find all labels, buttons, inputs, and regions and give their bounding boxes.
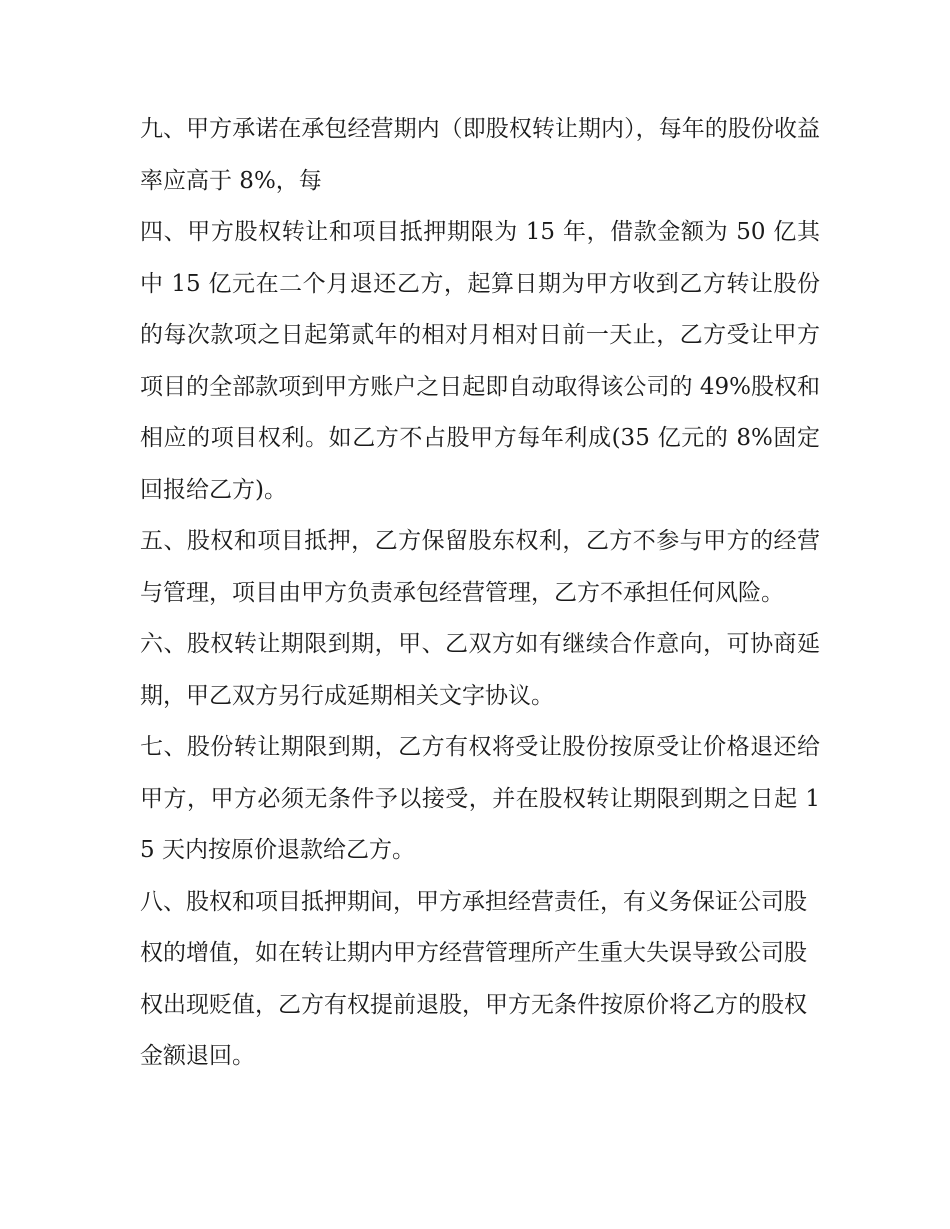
clause-nine: 九、甲方承诺在承包经营期内（即股权转让期内），每年的股份收益率应高于 8%，每 — [140, 116, 820, 194]
clause-eight: 八、股权和项目抵押期间，甲方承担经营责任，有义务保证公司股权的增值，如在转让期内甲方经营管理所产生重大失误导致公司股权出现贬值，乙方有权提前退股，甲方无条件按原价将乙方的股权金额退回。 — [140, 888, 807, 1069]
document-body — [140, 104, 820, 1083]
clause-seven: 七、股份转让期限到期，乙方有权将受让股份按原受让价格退还给甲方，甲方必须无条件予以接受，并在股权转让期限到期之日起 15 天内按原价退款给乙方。 — [140, 734, 820, 863]
clause-five: 五、股权和项目抵押，乙方保留股东权利，乙方不参与甲方的经营与管理，项目由甲方负责承包经营管理，乙方不承担任何风险。 — [140, 528, 820, 606]
clause-four: 四、甲方股权转让和项目抵押期限为 15 年，借款金额为 50 亿其中 15 亿元在二个月退还乙方，起算日期为甲方收到乙方转让股份的每次款项之日起第贰年的相对月相对日前一天止，乙方受让甲方项目的全部款项到甲方账户之日起即自动取得该公司的 49%股权和相应的项目权利。如乙方不占股甲方每年利成(35 亿元的 8%固定回报给乙方)。 — [140, 219, 820, 503]
clause-six: 六、股权转让期限到期，甲、乙双方如有继续合作意向，可协商延期，甲乙双方另行成延期相关文字协议。 — [140, 631, 820, 709]
